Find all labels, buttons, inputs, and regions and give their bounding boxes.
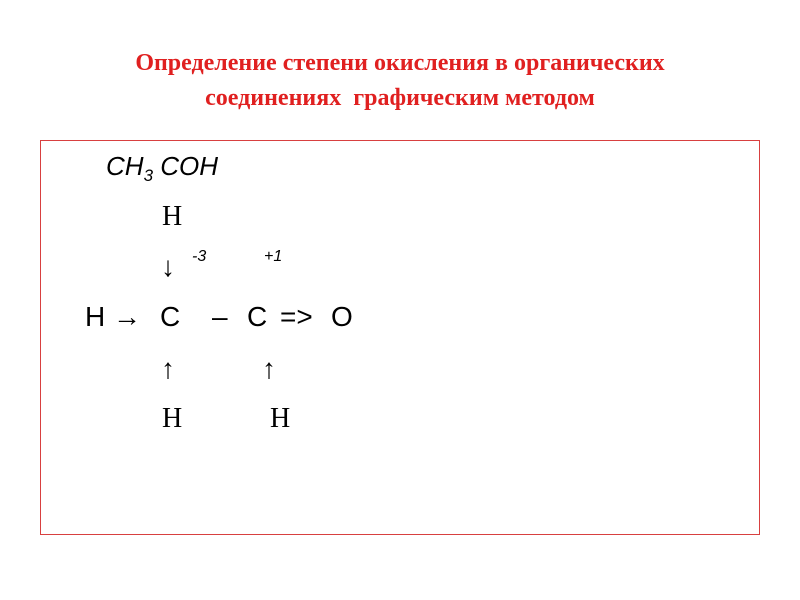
atom-h-top: H xyxy=(162,201,183,232)
atom-h-bottom-1: H xyxy=(162,403,183,434)
molecular-formula xyxy=(106,153,218,184)
content-box xyxy=(40,140,760,535)
slide-title xyxy=(0,46,800,116)
atom-h-bottom-2: H xyxy=(270,403,291,434)
single-bond-dash: – xyxy=(212,301,228,332)
formula-subscript: 3 xyxy=(143,166,154,185)
title-line-2: соединениях графическим методом xyxy=(205,85,595,111)
oxidation-state-c1: -3 xyxy=(192,248,207,265)
down-arrow-icon: ↓ xyxy=(161,251,175,282)
double-bond-arrow-icon: => xyxy=(280,301,313,332)
right-arrow-icon: → xyxy=(113,301,141,332)
atom-o: O xyxy=(331,301,353,332)
formula-part-coh: COH xyxy=(153,151,219,181)
title-line-1: Определение степени окисления в органических xyxy=(135,50,665,76)
up-arrow-icon: ↑ xyxy=(262,353,276,384)
atom-c1: C xyxy=(160,301,181,332)
up-arrow-icon: ↑ xyxy=(161,353,175,384)
oxidation-state-c2: +1 xyxy=(264,248,283,265)
atom-c2: C xyxy=(247,301,268,332)
atom-h-left: H xyxy=(85,301,106,332)
formula-part-ch: CH xyxy=(106,151,144,181)
